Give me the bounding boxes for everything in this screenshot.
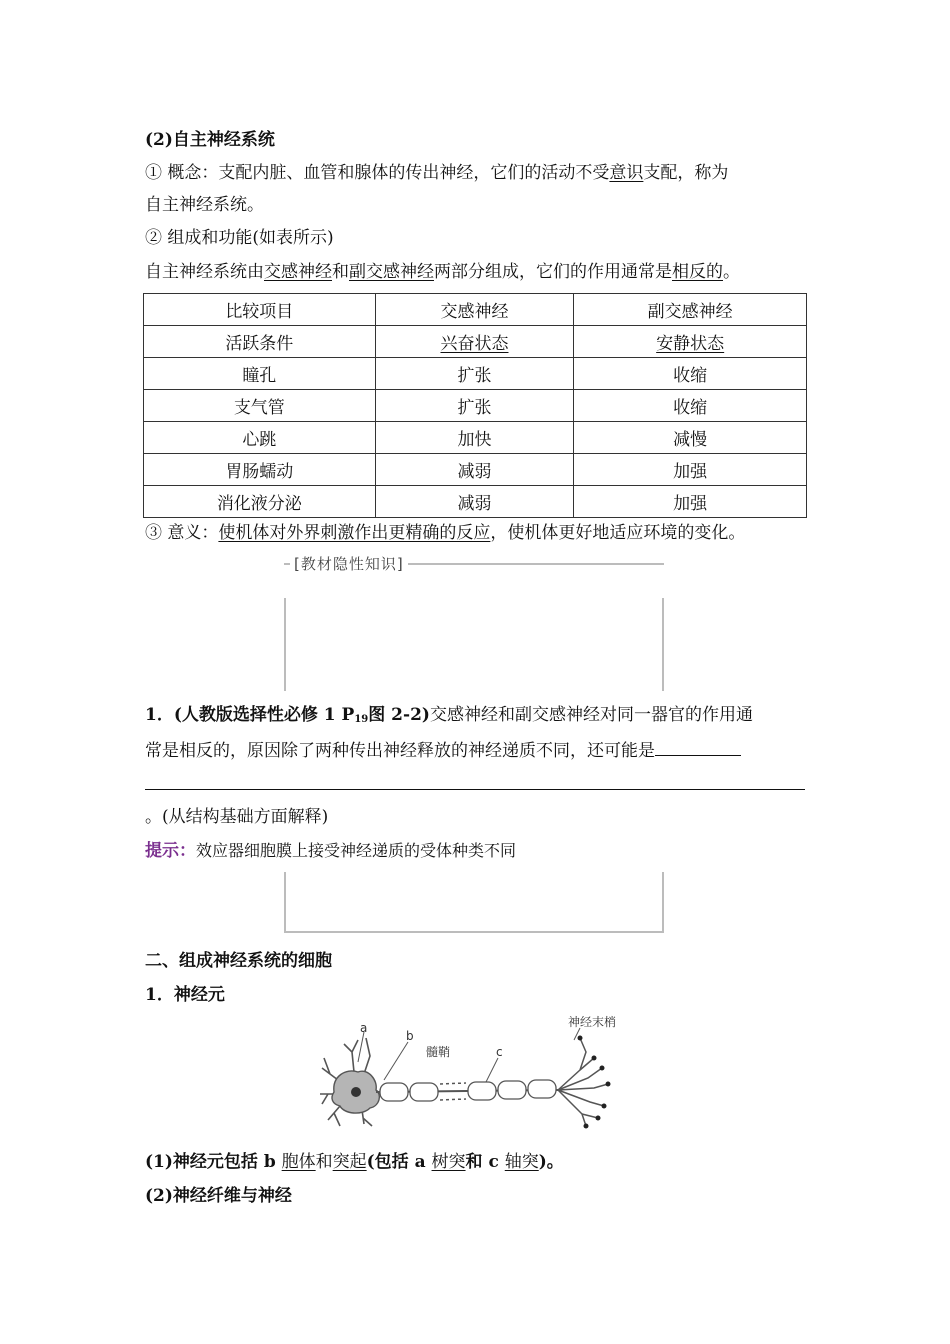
table-header-cell: 副交感神经 <box>574 294 807 326</box>
table-cell: 心跳 <box>144 422 376 454</box>
nerve-fiber-title: (2)神经纤维与神经 <box>145 1186 292 1206</box>
knob <box>592 1056 597 1061</box>
table-cell: 收缩 <box>574 390 807 422</box>
concept-marker: ① <box>145 163 162 183</box>
composition-key-sympathetic: 交感神经 <box>264 262 332 282</box>
ending-branch <box>558 1068 602 1090</box>
dendrite-branch <box>328 1106 340 1126</box>
table-header-cell: 比较项目 <box>144 294 376 326</box>
question-line-1 <box>145 703 753 732</box>
knob <box>578 1036 583 1041</box>
hint-label: 提示： <box>145 841 196 861</box>
gap-line <box>440 1083 466 1084</box>
neuron-composition-line <box>145 1150 564 1174</box>
table-cell: 减慢 <box>574 422 807 454</box>
meaning-line <box>145 521 745 545</box>
table-cell: 减弱 <box>375 454 574 486</box>
table-cell <box>375 326 574 358</box>
neuron-subtitle: 1．神经元 <box>145 985 225 1005</box>
concept-text-after: 支配，称为 <box>643 163 729 183</box>
table-row <box>144 326 807 358</box>
table-cell-key: 兴奋状态 <box>440 334 509 354</box>
key-axon: 轴突 <box>504 1152 539 1172</box>
table-cell: 支气管 <box>144 390 376 422</box>
table-cell: 扩张 <box>375 358 574 390</box>
question-line-2 <box>145 737 741 763</box>
question-text-2: 常是相反的，原因除了两种传出神经释放的神经递质不同，还可能是 <box>145 741 655 761</box>
box-bottom-border <box>284 931 664 933</box>
comparison-table <box>143 293 807 518</box>
table-cell: 收缩 <box>574 358 807 390</box>
dendrite-branch <box>344 1040 358 1072</box>
table-cell: 减弱 <box>375 486 574 518</box>
meaning-key: 使机体对外界刺激作出更精确的反应 <box>218 523 491 543</box>
table-header-cell: 交感神经 <box>375 294 574 326</box>
question-number: 1． <box>145 705 174 725</box>
leader-lines <box>358 1028 580 1082</box>
gap-line <box>440 1099 466 1100</box>
hidden-knowledge-label: [教材隐性知识] <box>290 553 408 574</box>
hint-line <box>145 839 516 863</box>
neuron-line-pre: (1)神经元包括 b <box>145 1152 282 1172</box>
question-source-page: 19 <box>354 714 369 725</box>
sheath-segment <box>380 1083 408 1101</box>
concept-line-1 <box>145 161 728 185</box>
key-processes: 突起 <box>332 1152 367 1172</box>
table-cell-key: 安静状态 <box>656 334 725 354</box>
table-cell: 瞳孔 <box>144 358 376 390</box>
table-cell: 胃肠蠕动 <box>144 454 376 486</box>
neuron-line-mid2: (包括 a <box>366 1152 432 1172</box>
composition-part-1: 自主神经系统由 <box>145 262 264 282</box>
section-title: (2)自主神经系统 <box>145 130 275 150</box>
box-divider-right <box>662 598 664 691</box>
table-cell: 加强 <box>574 486 807 518</box>
question-text-1: 交感神经和副交感神经对同一器官的作用通 <box>429 705 753 725</box>
knob <box>600 1066 605 1071</box>
ending-branch <box>558 1038 586 1090</box>
key-dendrite: 树突 <box>431 1152 466 1172</box>
concept-line-2: 自主神经系统。 <box>145 195 264 215</box>
neuron-figure <box>318 1010 638 1130</box>
nucleus <box>351 1087 361 1097</box>
table-row <box>144 454 807 486</box>
meaning-label: 意义： <box>167 523 219 543</box>
concept-key-term: 意识 <box>609 163 644 183</box>
label-c: c <box>496 1045 503 1059</box>
table-header-row <box>144 294 807 326</box>
concept-text-before: 概念：支配内脏、血管和腺体的传出神经，它们的活动不受 <box>167 163 610 183</box>
table-cell: 加强 <box>574 454 807 486</box>
question-source-prefix: (人教版选择性必修 1 P <box>173 705 355 725</box>
answer-blank-2[interactable] <box>145 789 805 790</box>
sheath-segment <box>468 1082 496 1100</box>
table-row <box>144 390 807 422</box>
label-b: b <box>406 1029 414 1043</box>
knob <box>584 1124 589 1129</box>
composition-part-2: 和 <box>332 262 349 282</box>
composition-key-opposite: 相反的 <box>672 262 723 282</box>
hint-text: 效应器细胞膜上接受神经递质的受体种类不同 <box>196 841 517 860</box>
dendrite-branch <box>364 1038 370 1074</box>
composition-end: 。 <box>723 262 740 282</box>
question-source-suffix: 图 2-2) <box>368 705 430 725</box>
label-nerve-terminal: 神经末梢 <box>568 1015 617 1029</box>
table-row <box>144 422 807 454</box>
knob <box>602 1104 607 1109</box>
label-a: a <box>360 1021 368 1035</box>
box-bottom-left <box>284 872 286 932</box>
hidden-knowledge-box-top <box>284 563 664 693</box>
leader-b <box>384 1042 408 1080</box>
composition-title-text: 组成和功能(如表所示) <box>167 228 334 248</box>
composition-title <box>145 226 334 250</box>
question-line-3: 。(从结构基础方面解释) <box>145 807 329 827</box>
label-myelin-sheath: 髓鞘 <box>426 1045 451 1059</box>
meaning-marker: ③ <box>145 523 162 543</box>
box-bottom-right <box>662 872 664 932</box>
meaning-after: ，使机体更好地适应环境的变化。 <box>490 523 746 543</box>
answer-blank-1[interactable] <box>655 737 741 756</box>
leader-c <box>486 1058 498 1082</box>
ending-branch <box>558 1090 604 1106</box>
neuron-line-mid3: 和 c <box>465 1152 505 1172</box>
sheath-segment <box>528 1080 556 1098</box>
table-cell <box>574 326 807 358</box>
sheath-segment <box>410 1083 438 1101</box>
leader-a <box>358 1032 364 1062</box>
neuron-line-end: )。 <box>538 1152 564 1172</box>
section-cells-title: 二、组成神经系统的细胞 <box>145 951 332 971</box>
table-cell: 扩张 <box>375 390 574 422</box>
key-cell-body: 胞体 <box>281 1152 316 1172</box>
table-cell: 活跃条件 <box>144 326 376 358</box>
box-divider-left <box>284 598 286 691</box>
knob <box>606 1082 611 1087</box>
table-row <box>144 486 807 518</box>
nerve-endings <box>558 1038 608 1126</box>
table-cell: 加快 <box>375 422 574 454</box>
knob <box>596 1116 601 1121</box>
neuron-line-mid1: 和 <box>315 1152 333 1172</box>
dendrite-branch <box>322 1058 338 1080</box>
table-row <box>144 358 807 390</box>
composition-key-parasympathetic: 副交感神经 <box>349 262 434 282</box>
composition-sentence <box>145 260 740 284</box>
composition-marker: ② <box>145 228 162 248</box>
composition-part-3: 两部分组成，它们的作用通常是 <box>434 262 672 282</box>
table-cell: 消化液分泌 <box>144 486 376 518</box>
sheath-segment <box>498 1081 526 1099</box>
myelin-sheath <box>380 1080 556 1101</box>
